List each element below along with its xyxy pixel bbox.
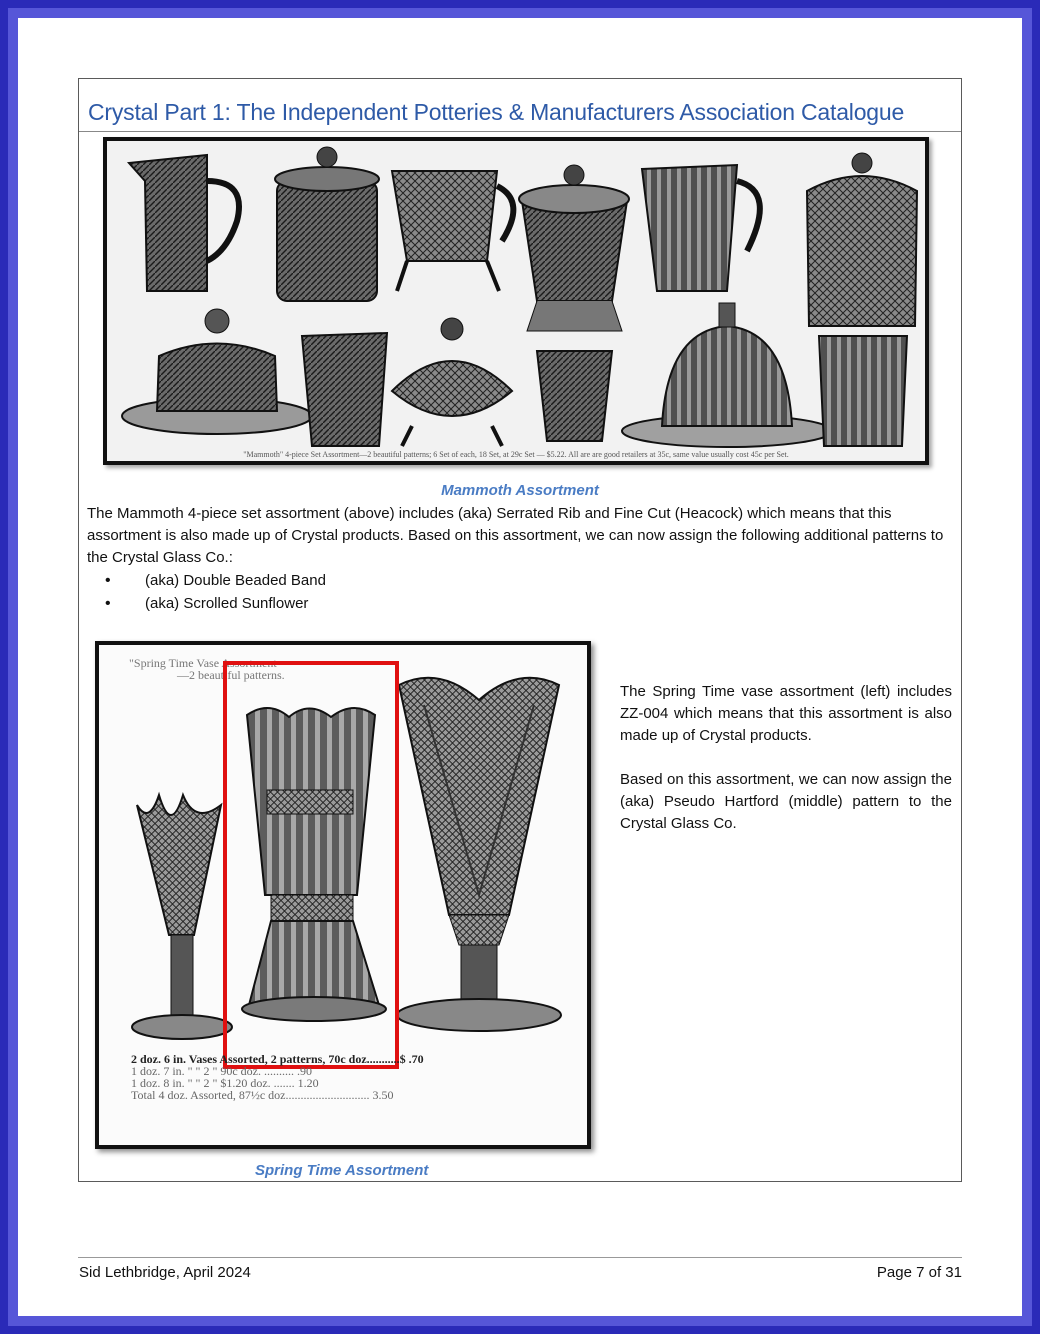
footer-rule (78, 1257, 962, 1258)
footer-author-date: Sid Lethbridge, April 2024 (79, 1264, 251, 1281)
covered-sugar-bowl-glass (275, 147, 379, 301)
price-line: 1 doz. 7 in. " " 2 " 90c doz. .......... .90 (131, 1064, 313, 1078)
spring-time-scan-subtitle: —2 beautiful patterns. (177, 668, 285, 682)
mammoth-scan-caption-text: "Mammoth" 4-piece Set Assortment—2 beautiful patterns; 6 Set of each, 18 Set, at 29c Set — $5.22. All are are good retailers at 35c, same value usually cost 45c per Set. (243, 450, 789, 459)
content-box (78, 78, 962, 1182)
footed-sugar-bowl-glass (519, 165, 629, 331)
mammoth-assortment-image (103, 137, 929, 465)
side-paragraph: Based on this assortment, we can now assign the (aka) Pseudo Hartford (middle) pattern to the Crystal Glass Co. (620, 771, 952, 832)
price-line: Total 4 doz. Assorted, 87½c doz............................ 3.50 (131, 1088, 394, 1102)
spooner-glass (302, 333, 387, 446)
spring-time-caption: Spring Time Assortment (255, 1162, 429, 1179)
spring-time-description (620, 681, 952, 857)
footer-page-number: Page 7 of 31 (876, 1264, 962, 1281)
price-line: 1 doz. 8 in. " " 2 " $1.20 doz. ....... 1.20 (131, 1076, 319, 1090)
pattern-list (105, 569, 326, 615)
celery-vase-glass (819, 336, 907, 446)
document-page (18, 18, 1022, 1316)
pattern-list-item: • (aka) Double Beaded Band (105, 569, 326, 592)
pattern-list-item: • (aka) Scrolled Sunflower (105, 592, 326, 615)
spring-time-scan-title: "Spring Time Vase Assortment (129, 656, 277, 670)
mammoth-caption: Mammoth Assortment (441, 482, 599, 499)
spring-time-assortment-image (95, 641, 591, 1149)
tumbler-glass (537, 351, 612, 441)
page-title: Crystal Part 1: The Independent Potteries & Manufacturers Association Catalogue (88, 99, 905, 125)
title-underline (79, 131, 961, 132)
price-line: 2 doz. 6 in. Vases Assorted, 2 patterns, 70c doz...........$ .70 (131, 1052, 424, 1066)
mammoth-paragraph: The Mammoth 4-piece set assortment (above) includes (aka) Serrated Rib and Fine Cut (Heacock) which means that this assortment is also made up of Crystal products. Based on this assortment, we can now assign the following additional patterns to the Crystal Glass Co.: (87, 505, 944, 566)
side-paragraph: The Spring Time vase assortment (left) includes ZZ-004 which means that this assortment is also made up of Crystal products. (620, 683, 952, 744)
